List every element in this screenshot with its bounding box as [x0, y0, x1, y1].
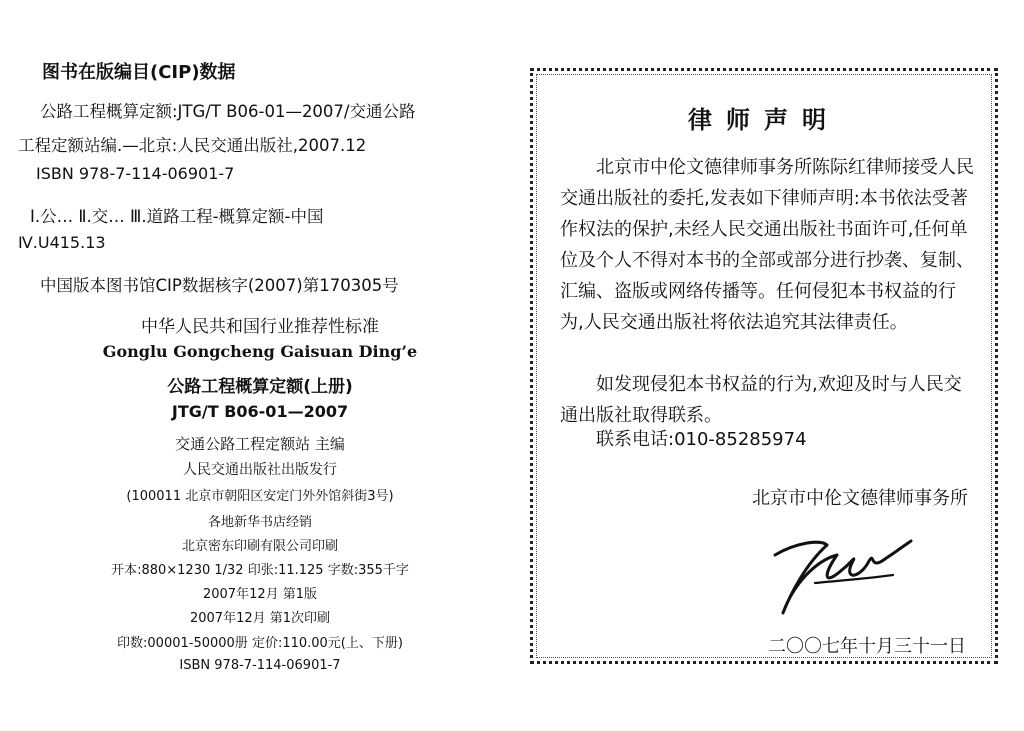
cip-isbn: ISBN 978-7-114-06901-7 — [36, 164, 235, 183]
contact-phone: 联系电话:010-85285974 — [596, 429, 807, 450]
statement-date: 二〇〇七年十月三十一日 — [768, 636, 966, 657]
cip-record-number: 中国版本图书馆CIP数据核字(2007)第170305号 — [40, 276, 399, 295]
publisher-address: (100011 北京市朝阳区安定门外外馆斜街3号) — [126, 489, 394, 504]
standard-code: JTG/T B06-01—2007 — [171, 402, 349, 421]
cip-heading: 图书在版编目(CIP)数据 — [42, 62, 236, 83]
printing: 2007年12月 第1次印刷 — [189, 611, 331, 626]
print-run-price: 印数:00001-50000册 定价:110.00元(上、下册) — [117, 636, 403, 651]
book-title: 公路工程概算定额(上册) — [167, 377, 353, 397]
statement-paragraph: 如发现侵犯本书权益的行为,欢迎及时与人民交通出版社取得联系。 — [560, 374, 962, 426]
cip-line: Ⅳ.U415.13 — [18, 233, 106, 252]
cip-line: 工程定额站编.—北京:人民交通出版社,2007.12 — [18, 136, 367, 155]
edition: 2007年12月 第1版 — [202, 587, 318, 602]
pinyin-title: Gonglu Gongcheng Gaisuan Ding’e — [102, 342, 418, 361]
editor: 交通公路工程定额站 主编 — [175, 435, 345, 453]
cip-line: 公路工程概算定额:JTG/T B06-01—2007/交通公路 — [40, 102, 416, 121]
standard-type: 中华人民共和国行业推荐性标准 — [141, 317, 379, 337]
signature — [765, 525, 915, 620]
format-info: 开本:880×1230 1/32 印张:11.125 字数:355千字 — [111, 563, 409, 578]
isbn: ISBN 978-7-114-06901-7 — [179, 658, 341, 673]
distributor: 各地新华书店经销 — [207, 515, 312, 530]
cip-line: Ⅰ.公… Ⅱ.交… Ⅲ.道路工程-概算定额-中国 — [30, 207, 324, 226]
law-firm-name: 北京市中伦文德律师事务所 — [752, 488, 968, 509]
printer: 北京密东印刷有限公司印刷 — [181, 539, 338, 554]
statement-paragraph: 北京市中伦文德律师事务所陈际红律师接受人民交通出版社的委托,发表如下律师声明:本书依法受著作权法的保护,未经人民交通出版社书面许可,任何单位及个人不得对本书的全部或部分进行抄袭、复制、汇编、盗版或网络传播等。任何侵犯本书权益的行为,人民交通出版社将依法追究其法律责任。 — [560, 157, 974, 333]
statement-title: 律师声明 — [688, 106, 840, 134]
publisher: 人民交通出版社出版发行 — [183, 462, 337, 478]
